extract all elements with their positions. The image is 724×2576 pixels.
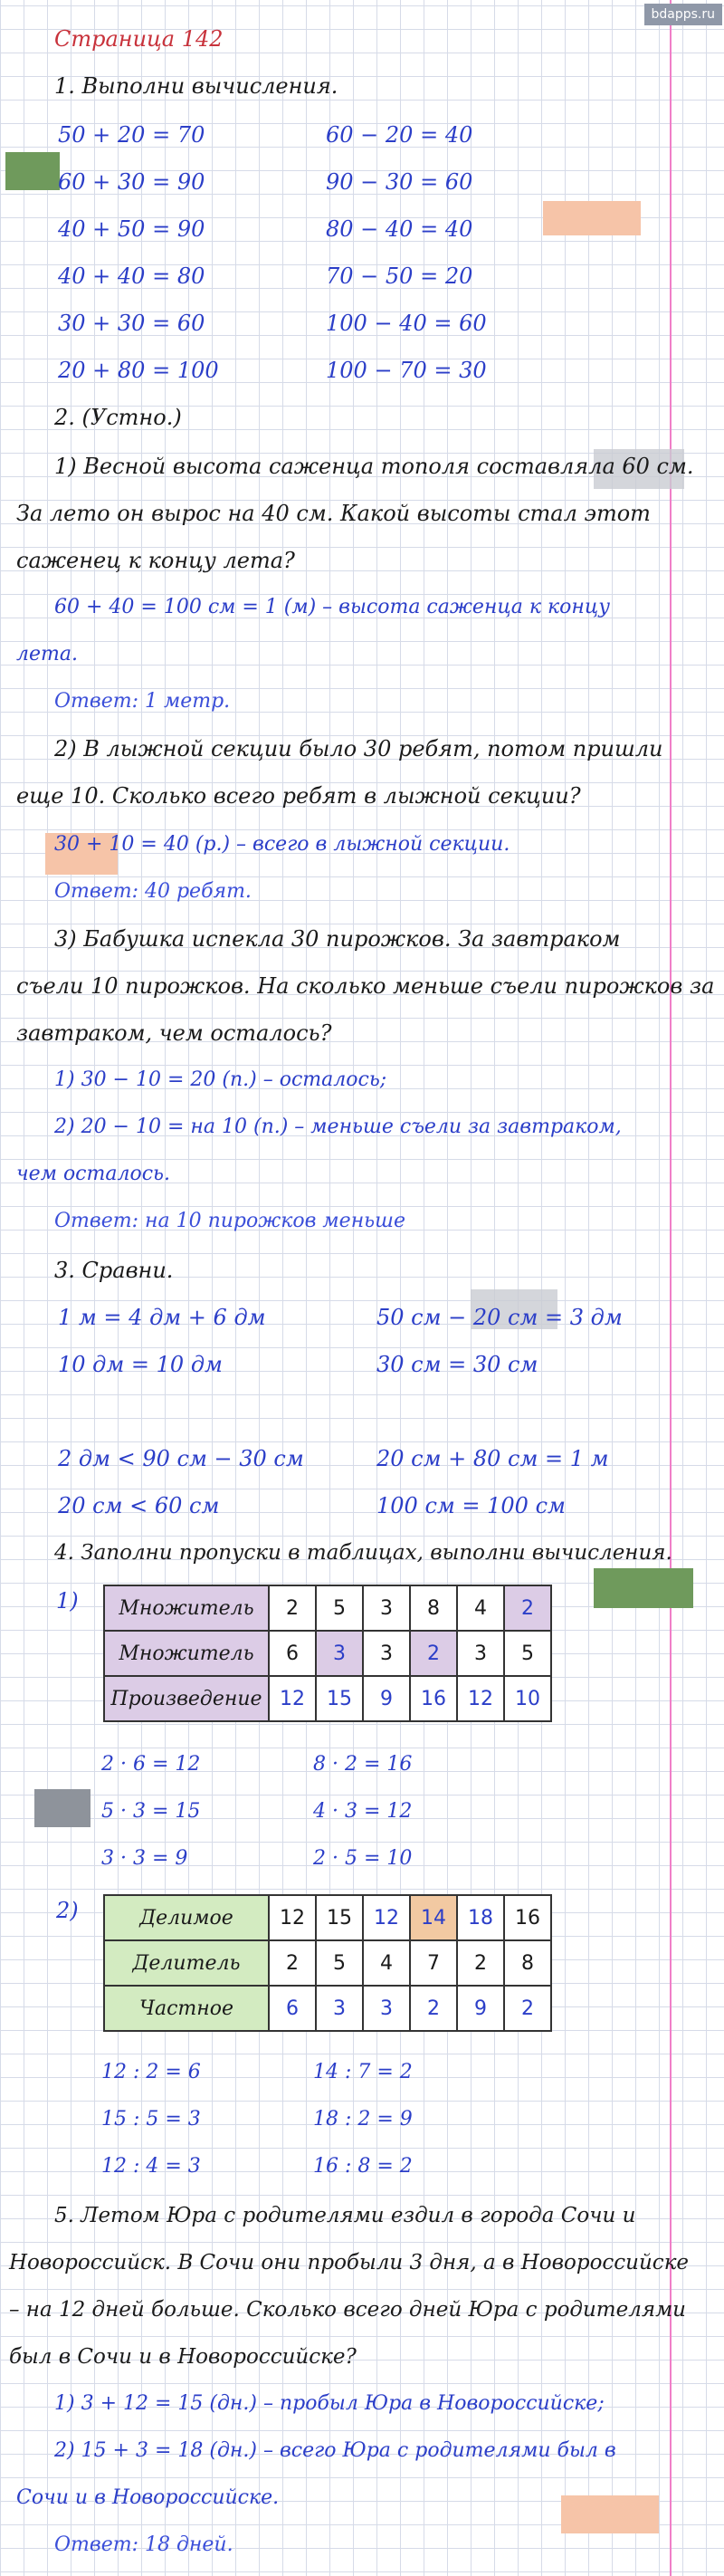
problem-text: – на 12 дней больше. Сколько всего дней Юра с родителями: [9, 2298, 686, 2322]
answer: Ответ: 18 дней.: [54, 2533, 233, 2556]
table-row: [104, 1585, 551, 1631]
table-cell: 5: [316, 1940, 363, 1986]
solution-line: 1) 3 + 12 = 15 (дн.) – пробыл Юра в Новороссийске;: [54, 2392, 605, 2415]
table-cell: 2: [410, 1986, 457, 2031]
calc-line: 12 : 4 = 3: [101, 2155, 201, 2178]
table-cell: 15: [316, 1895, 363, 1940]
green-patch: [594, 1568, 693, 1608]
calc-line: 15 : 5 = 3: [101, 2108, 201, 2131]
problem-text: саженец к концу лета?: [16, 548, 295, 573]
row-header: Частное: [104, 1986, 269, 2031]
solution-line: чем осталось.: [16, 1163, 171, 1185]
table-cell: 4: [457, 1585, 504, 1631]
table-row: [104, 1631, 551, 1676]
table-cell: 16: [410, 1676, 457, 1721]
compare-line: 20 см < 60 см: [58, 1493, 220, 1518]
row-header: Множитель: [104, 1585, 269, 1631]
table-cell: 6: [269, 1986, 316, 2031]
calc-line: 40 + 50 = 90: [58, 216, 205, 242]
calc-line: 2 · 6 = 12: [101, 1753, 201, 1776]
table-cell: 8: [504, 1940, 551, 1986]
calc-line: 50 + 20 = 70: [58, 122, 205, 148]
calc-line: 12 : 2 = 6: [101, 2061, 201, 2083]
calc-line: 18 : 2 = 9: [313, 2108, 413, 2131]
table-cell: 2: [269, 1940, 316, 1986]
table-row: [104, 1676, 551, 1721]
problem-text: еще 10. Сколько всего ребят в лыжной секции?: [16, 783, 581, 809]
table-row: [104, 1986, 551, 2031]
table-cell: 3: [457, 1631, 504, 1676]
calc-line: 40 + 40 = 80: [58, 263, 205, 289]
table-cell: 9: [457, 1986, 504, 2031]
compare-line: 30 см = 30 см: [376, 1352, 538, 1377]
calc-line: 20 + 80 = 100: [58, 358, 219, 383]
table-cell: 16: [504, 1895, 551, 1940]
calc-line: 2 · 5 = 10: [313, 1847, 413, 1870]
compare-line: 1 м = 4 дм + 6 дм: [58, 1305, 266, 1330]
page-title: Страница 142: [54, 26, 224, 52]
calc-line: 16 : 8 = 2: [313, 2155, 413, 2178]
problem-text: 3) Бабушка испекла 30 пирожков. За завтраком: [54, 926, 621, 952]
table1-label: 1): [56, 1588, 79, 1614]
table-cell: 6: [269, 1631, 316, 1676]
table-cell: 3: [363, 1986, 410, 2031]
problem-text: был в Сочи и в Новороссийске?: [9, 2345, 357, 2369]
table-cell: 12: [363, 1895, 410, 1940]
problem-text: 5. Летом Юра с родителями ездил в города Сочи и: [54, 2204, 636, 2227]
solution-line: 2) 20 − 10 = на 10 (п.) – меньше съели за завтраком,: [54, 1116, 622, 1138]
table-cell: 5: [316, 1585, 363, 1631]
table-cell: 2: [269, 1585, 316, 1631]
compare-line: 2 дм < 90 см − 30 см: [58, 1446, 304, 1471]
orange-patch: [561, 2495, 659, 2533]
margin-line: [670, 0, 672, 2576]
problem-text: съели 10 пирожков. На сколько меньше съели пирожков за: [16, 973, 715, 999]
calc-line: 60 + 30 = 90: [58, 169, 205, 195]
solution-line: лета.: [16, 643, 78, 666]
compare-line: 10 дм = 10 дм: [58, 1352, 223, 1377]
table-cell: 10: [504, 1676, 551, 1721]
task1-title: 1. Выполни вычисления.: [54, 73, 338, 99]
calc-line: 14 : 7 = 2: [313, 2061, 413, 2083]
table-cell: 3: [363, 1631, 410, 1676]
watermark: bdapps.ru: [644, 4, 723, 25]
calc-line: 5 · 3 = 15: [101, 1800, 201, 1823]
table-cell: 2: [504, 1986, 551, 2031]
answer: Ответ: 1 метр.: [54, 690, 231, 713]
table-cell: 18: [457, 1895, 504, 1940]
answer: Ответ: 40 ребят.: [54, 880, 252, 903]
compare-line: 20 см + 80 см = 1 м: [376, 1446, 609, 1471]
table-cell: 5: [504, 1631, 551, 1676]
compare-line: 100 см = 100 см: [376, 1493, 566, 1518]
calc-line: 100 − 40 = 60: [326, 311, 487, 336]
table-cell: 12: [269, 1676, 316, 1721]
row-header: Делитель: [104, 1940, 269, 1986]
orange-patch: [543, 201, 641, 235]
table-cell: 4: [363, 1940, 410, 1986]
solution-line: 2) 15 + 3 = 18 (дн.) – всего Юра с родителями был в: [54, 2439, 616, 2462]
table-cell: 2: [457, 1940, 504, 1986]
grey-patch: [34, 1789, 90, 1827]
calc-line: 4 · 3 = 12: [313, 1800, 413, 1823]
compare-line: 50 см − 20 см = 3 дм: [376, 1305, 623, 1330]
solution-line: Сочи и в Новороссийске.: [16, 2486, 280, 2509]
calc-line: 30 + 30 = 60: [58, 311, 205, 336]
calc-line: 60 − 20 = 40: [326, 122, 473, 148]
table-cell: 14: [410, 1895, 457, 1940]
table-cell: 12: [457, 1676, 504, 1721]
row-header: Делимое: [104, 1895, 269, 1940]
table-row: [104, 1940, 551, 1986]
solution-line: 60 + 40 = 100 см = 1 (м) – высота саженца к концу: [54, 596, 610, 618]
calc-line: 70 − 50 = 20: [326, 263, 473, 289]
row-header: Множитель: [104, 1631, 269, 1676]
answer: Ответ: на 10 пирожков меньше: [54, 1210, 406, 1232]
table-cell: 7: [410, 1940, 457, 1986]
table-cell: 3: [316, 1986, 363, 2031]
table-cell: 3: [363, 1585, 410, 1631]
table-cell: 9: [363, 1676, 410, 1721]
task4-title: 4. Заполни пропуски в таблицах, выполни вычисления.: [54, 1541, 672, 1565]
calc-line: 3 · 3 = 9: [101, 1847, 188, 1870]
table-cell: 3: [316, 1631, 363, 1676]
multiplication-table: [103, 1585, 552, 1722]
solution-line: 30 + 10 = 40 (р.) – всего в лыжной секции.: [54, 833, 510, 856]
table-row: [104, 1895, 551, 1940]
task3-title: 3. Сравни.: [54, 1258, 174, 1283]
task2-title: 2. (Устно.): [54, 405, 182, 430]
problem-text: 1) Весной высота саженца тополя составляла 60 см.: [54, 454, 694, 479]
problem-text: За лето он вырос на 40 см. Какой высоты стал этот: [16, 501, 651, 526]
table-cell: 8: [410, 1585, 457, 1631]
table2-label: 2): [56, 1898, 79, 1923]
problem-text: завтраком, чем осталось?: [16, 1020, 332, 1046]
table-cell: 2: [504, 1585, 551, 1631]
table-cell: 2: [410, 1631, 457, 1676]
solution-line: 1) 30 − 10 = 20 (п.) – осталось;: [54, 1068, 387, 1091]
table-cell: 12: [269, 1895, 316, 1940]
calc-line: 100 − 70 = 30: [326, 358, 487, 383]
green-patch: [5, 152, 60, 190]
problem-text: Новороссийск. В Сочи они пробыли 3 дня, а в Новороссийске: [9, 2251, 690, 2274]
calc-line: 90 − 30 = 60: [326, 169, 473, 195]
table-cell: 15: [316, 1676, 363, 1721]
calc-line: 8 · 2 = 16: [313, 1753, 413, 1776]
division-table: [103, 1894, 552, 2032]
row-header: Произведение: [104, 1676, 269, 1721]
problem-text: 2) В лыжной секции было 30 ребят, потом пришли: [54, 736, 663, 761]
calc-line: 80 − 40 = 40: [326, 216, 473, 242]
